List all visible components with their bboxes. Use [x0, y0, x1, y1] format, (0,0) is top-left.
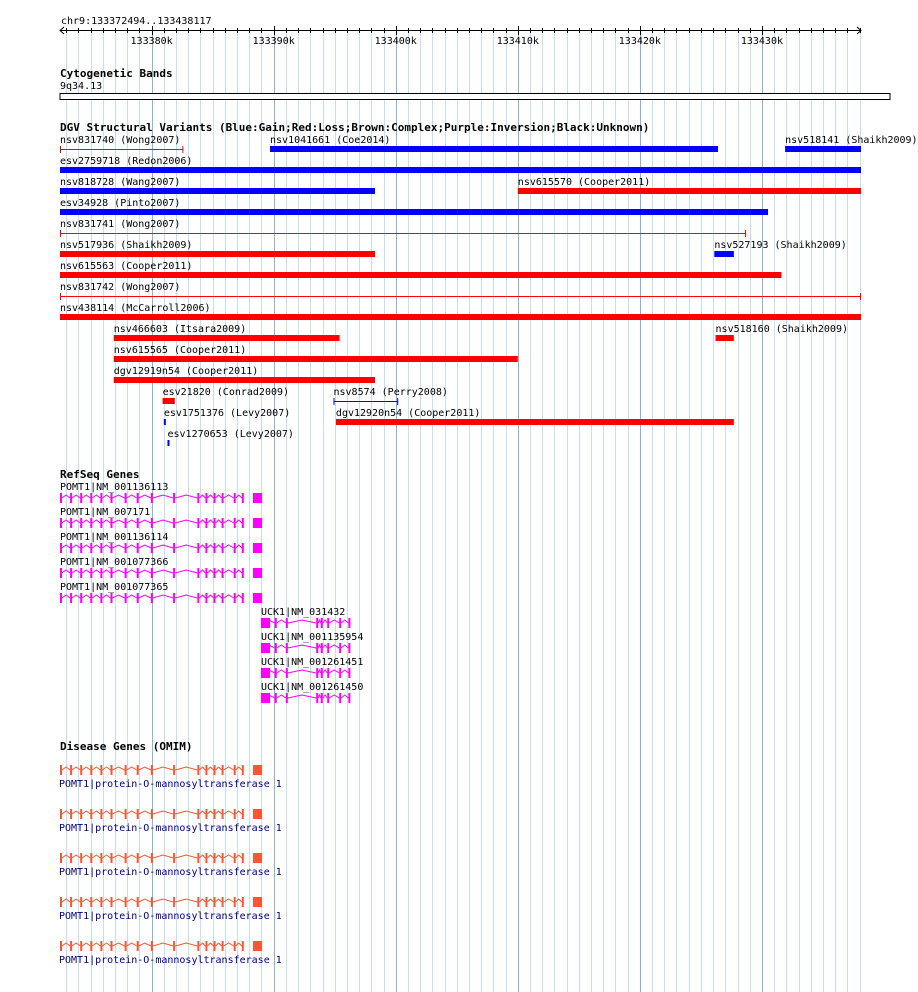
refseq-gene-label[interactable]: UCK1|NM_001135954: [261, 632, 364, 643]
gene-exon: [137, 809, 139, 819]
gene-intron: [113, 943, 125, 946]
dgv-feature-label[interactable]: nsv615565 (Cooper2011): [113, 345, 247, 356]
gene-intron: [92, 899, 100, 902]
gene-intron: [236, 855, 242, 858]
gene-intron: [153, 855, 173, 858]
gene-exon: [234, 897, 236, 907]
gene-exon: [205, 897, 207, 907]
gene-exon: [137, 853, 139, 863]
gene-exon: [80, 897, 82, 907]
gene-intron: [207, 943, 213, 946]
gene-exon: [100, 853, 102, 863]
gene-intron: [127, 899, 137, 902]
gene-intron: [224, 899, 234, 902]
cytoband-track-title: Cytogenetic Bands: [60, 67, 173, 80]
gene-intron: [102, 943, 110, 946]
dgv-feature-label[interactable]: nsv615570 (Cooper2011): [517, 177, 651, 188]
dgv-feature-label[interactable]: nsv438114 (McCarroll2006): [60, 303, 211, 314]
gene-utr: [253, 897, 262, 907]
gene-intron: [224, 943, 234, 946]
refseq-gene-label[interactable]: UCK1|NM_001261450: [261, 682, 364, 693]
dgv-feature-label[interactable]: nsv1041661 (Coe2014): [270, 135, 391, 146]
gene-intron: [62, 855, 70, 858]
gene-intron: [216, 899, 222, 902]
gene-exon: [234, 765, 236, 775]
gene-exon: [205, 941, 207, 951]
gene-exon: [125, 941, 127, 951]
gene-exon: [214, 897, 216, 907]
gene-exon: [197, 809, 199, 819]
gene-exon: [111, 809, 113, 819]
gene-exon: [60, 941, 62, 951]
gene-intron: [199, 899, 205, 902]
gene-intron: [82, 899, 90, 902]
omim-gene-model: [60, 809, 262, 819]
gene-exon: [70, 897, 72, 907]
refseq-gene-label[interactable]: POMT1|NM_001136113: [60, 482, 169, 493]
gene-intron: [127, 855, 137, 858]
gene-exon: [80, 765, 82, 775]
gene-exon: [222, 809, 224, 819]
dgv-feature-label[interactable]: dgv12920n54 (Cooper2011): [335, 408, 481, 419]
gene-exon: [90, 809, 92, 819]
gene-exon: [151, 853, 153, 863]
gene-intron: [127, 811, 137, 814]
gene-intron: [82, 811, 90, 814]
gene-exon: [173, 809, 175, 819]
dgv-feature-label[interactable]: nsv527193 (Shaikh2009): [714, 240, 847, 251]
gene-exon: [125, 853, 127, 863]
gene-exon: [173, 853, 175, 863]
gene-intron: [153, 811, 173, 814]
gene-exon: [151, 809, 153, 819]
gene-exon: [242, 809, 244, 819]
gene-exon: [137, 765, 139, 775]
gene-intron: [113, 811, 125, 814]
gene-intron: [102, 811, 110, 814]
dgv-feature-label[interactable]: nsv8574 (Perry2008): [333, 387, 448, 398]
gene-exon: [111, 765, 113, 775]
refseq-gene-label[interactable]: POMT1|NM_001077366: [60, 557, 169, 568]
gene-intron: [199, 855, 205, 858]
gene-intron: [175, 855, 197, 858]
gene-exon: [111, 941, 113, 951]
gene-intron: [236, 943, 242, 946]
gene-intron: [127, 943, 137, 946]
gene-intron: [216, 855, 222, 858]
gene-exon: [60, 809, 62, 819]
gene-exon: [151, 897, 153, 907]
gene-intron: [207, 811, 213, 814]
ruler-tick-label: 133380k: [130, 36, 173, 47]
gene-exon: [214, 765, 216, 775]
ruler-tick-label: 133390k: [252, 36, 295, 47]
gene-intron: [175, 943, 197, 946]
gene-exon: [70, 941, 72, 951]
gene-intron: [199, 767, 205, 770]
refseq-gene-label[interactable]: POMT1|NM_007171: [60, 507, 151, 518]
gene-exon: [60, 853, 62, 863]
region-label: chr9:133372494..133438117: [61, 16, 212, 27]
gene-exon: [100, 765, 102, 775]
gene-intron: [113, 899, 125, 902]
gene-exon: [234, 853, 236, 863]
gene-exon: [205, 765, 207, 775]
gene-intron: [62, 811, 70, 814]
cytoband-label: 9q34.13: [60, 81, 103, 92]
ruler-tick-label: 133400k: [374, 36, 417, 47]
refseq-gene-label[interactable]: UCK1|NM_001261451: [261, 657, 364, 668]
gene-intron: [175, 811, 197, 814]
dgv-feature-label[interactable]: nsv466603 (Itsara2009): [113, 324, 247, 335]
gene-intron: [72, 767, 80, 770]
gene-exon: [60, 765, 62, 775]
gene-intron: [62, 899, 70, 902]
gene-exon: [173, 765, 175, 775]
gene-exon: [173, 941, 175, 951]
gene-intron: [92, 855, 100, 858]
gene-intron: [199, 943, 205, 946]
omim-gene-model: [60, 941, 262, 951]
gene-intron: [139, 855, 151, 858]
gene-intron: [236, 811, 242, 814]
gene-intron: [139, 767, 151, 770]
gene-intron: [216, 767, 222, 770]
dgv-feature-label[interactable]: nsv831740 (Wong2007): [60, 135, 181, 146]
gene-intron: [153, 943, 173, 946]
gene-intron: [102, 855, 110, 858]
gene-exon: [151, 941, 153, 951]
gene-exon: [205, 853, 207, 863]
gene-intron: [72, 855, 80, 858]
gene-exon: [90, 897, 92, 907]
gene-exon: [214, 853, 216, 863]
gene-exon: [125, 809, 127, 819]
omim-gene-model: [60, 853, 262, 863]
gene-utr: [253, 941, 262, 951]
gene-exon: [151, 765, 153, 775]
gene-intron: [207, 767, 213, 770]
ruler-tick-label: 133430k: [740, 36, 784, 47]
gene-intron: [236, 899, 242, 902]
gene-exon: [100, 941, 102, 951]
gene-intron: [92, 943, 100, 946]
omim-gene-label[interactable]: POMT1|protein-O-mannosyltransferase 1: [59, 867, 282, 878]
dgv-feature-label[interactable]: esv1270653 (Levy2007): [167, 429, 294, 440]
dgv-feature-label[interactable]: nsv615563 (Cooper2011): [60, 261, 193, 272]
gene-exon: [90, 765, 92, 775]
gene-exon: [242, 853, 244, 863]
gene-exon: [234, 941, 236, 951]
gene-exon: [70, 853, 72, 863]
gene-intron: [199, 811, 205, 814]
omim-gene-model: [60, 765, 262, 775]
gene-intron: [216, 943, 222, 946]
gene-exon: [222, 941, 224, 951]
gene-exon: [60, 897, 62, 907]
gene-exon: [214, 809, 216, 819]
gene-intron: [216, 811, 222, 814]
gene-intron: [72, 899, 80, 902]
gene-exon: [197, 941, 199, 951]
refseq-gene-label[interactable]: POMT1|NM_001077365: [60, 582, 169, 593]
gene-exon: [222, 897, 224, 907]
gene-exon: [242, 941, 244, 951]
gene-exon: [80, 809, 82, 819]
gene-intron: [153, 899, 173, 902]
dgv-feature-label[interactable]: dgv12919n54 (Cooper2011): [113, 366, 259, 377]
dgv-feature-label[interactable]: esv34928 (Pinto2007): [60, 198, 181, 209]
dgv-feature-label[interactable]: nsv518141 (Shaikh2009): [785, 135, 918, 146]
gene-intron: [82, 767, 90, 770]
gene-intron: [72, 811, 80, 814]
gene-intron: [113, 855, 125, 858]
refseq-track-title: RefSeq Genes: [60, 468, 140, 481]
gene-exon: [137, 897, 139, 907]
gene-exon: [137, 941, 139, 951]
gene-intron: [82, 943, 90, 946]
gene-intron: [224, 811, 234, 814]
dgv-track-title: DGV Structural Variants (Blue:Gain;Red:Loss;Brown:Complex;Purple:Inversion;Black:Unknown): [60, 121, 650, 134]
gene-utr: [253, 765, 262, 775]
gene-exon: [70, 809, 72, 819]
gene-intron: [92, 811, 100, 814]
gene-exon: [111, 853, 113, 863]
gene-exon: [111, 897, 113, 907]
gene-exon: [222, 765, 224, 775]
gene-exon: [234, 809, 236, 819]
gene-exon: [197, 765, 199, 775]
dgv-feature-label[interactable]: esv21820 (Conrad2009): [162, 387, 290, 398]
dgv-feature-label[interactable]: nsv818728 (Wang2007): [60, 177, 181, 188]
gene-exon: [90, 941, 92, 951]
gene-intron: [207, 855, 213, 858]
gene-intron: [139, 899, 151, 902]
gene-exon: [197, 853, 199, 863]
gene-utr: [253, 853, 262, 863]
gene-exon: [242, 897, 244, 907]
gene-utr: [253, 809, 262, 819]
gene-intron: [224, 855, 234, 858]
refseq-gene-label[interactable]: POMT1|NM_001136114: [60, 532, 169, 543]
gene-exon: [100, 897, 102, 907]
gene-intron: [102, 899, 110, 902]
gene-exon: [222, 853, 224, 863]
gene-exon: [80, 941, 82, 951]
gene-exon: [80, 853, 82, 863]
gene-intron: [224, 767, 234, 770]
gene-exon: [125, 897, 127, 907]
gene-exon: [90, 853, 92, 863]
gene-intron: [236, 767, 242, 770]
dgv-feature-label[interactable]: nsv518160 (Shaikh2009): [715, 324, 848, 335]
gene-intron: [175, 899, 197, 902]
omim-gene-label[interactable]: POMT1|protein-O-mannosyltransferase 1: [59, 911, 282, 922]
omim-gene-model: [60, 897, 262, 907]
gene-exon: [125, 765, 127, 775]
dgv-feature-label[interactable]: nsv831742 (Wong2007): [60, 282, 181, 293]
gene-intron: [175, 767, 197, 770]
gene-intron: [127, 767, 137, 770]
gene-exon: [242, 765, 244, 775]
gene-intron: [207, 899, 213, 902]
gene-exon: [197, 897, 199, 907]
dgv-feature-label[interactable]: esv1751376 (Levy2007): [163, 408, 291, 419]
ruler-tick-label: 133420k: [618, 36, 661, 47]
gene-exon: [70, 765, 72, 775]
dgv-feature-label[interactable]: nsv831741 (Wong2007): [60, 219, 181, 230]
dgv-feature-label[interactable]: nsv517936 (Shaikh2009): [60, 240, 193, 251]
gene-intron: [113, 767, 125, 770]
omim-gene-label[interactable]: POMT1|protein-O-mannosyltransferase 1: [59, 779, 282, 790]
omim-gene-label[interactable]: POMT1|protein-O-mannosyltransferase 1: [59, 823, 282, 834]
gene-intron: [102, 767, 110, 770]
omim-gene-label[interactable]: POMT1|protein-O-mannosyltransferase 1: [59, 955, 282, 966]
ruler-tick-label: 133410k: [496, 36, 539, 47]
gene-exon: [205, 809, 207, 819]
gene-intron: [139, 811, 151, 814]
gene-exon: [100, 809, 102, 819]
omim-track-title: Disease Genes (OMIM): [60, 740, 193, 753]
dgv-feature-label[interactable]: esv2759718 (Redon2006): [60, 156, 193, 167]
gene-exon: [214, 941, 216, 951]
refseq-gene-label[interactable]: UCK1|NM_031432: [261, 607, 346, 618]
gene-intron: [82, 855, 90, 858]
gene-intron: [139, 943, 151, 946]
gene-intron: [153, 767, 173, 770]
gene-intron: [62, 943, 70, 946]
gene-intron: [62, 767, 70, 770]
gene-intron: [72, 943, 80, 946]
gene-intron: [92, 767, 100, 770]
gene-exon: [173, 897, 175, 907]
